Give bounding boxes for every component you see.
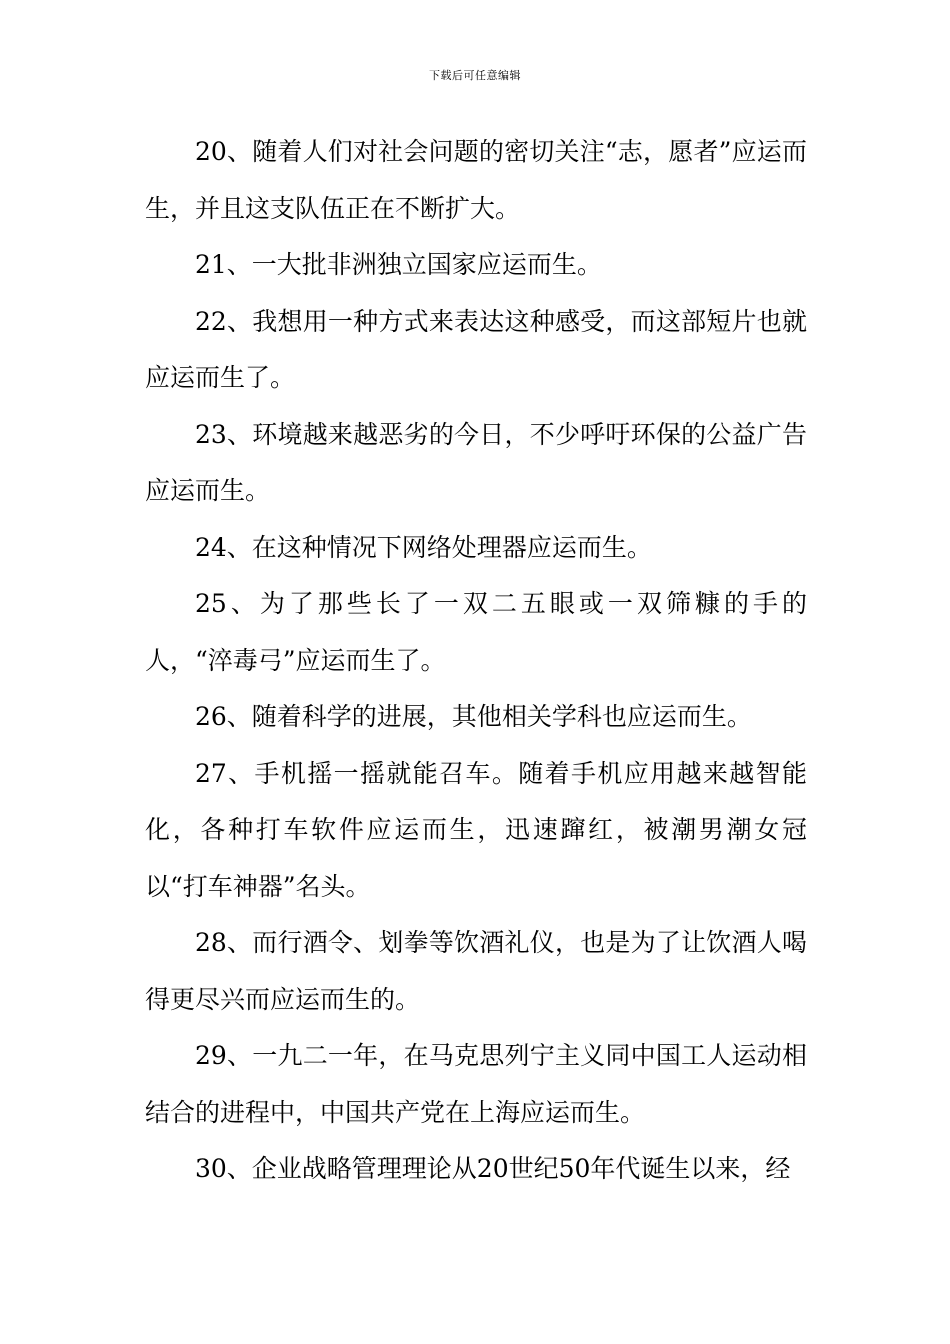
paragraph-29: 29、一九二一年，在马克思列宁主义同中国工人运动相结合的进程中，中国共产党在上海应运而生。 [145, 1041, 807, 1127]
page-header: 下载后可任意编辑 [429, 69, 521, 82]
paragraph-24: 24、在这种情况下网络处理器应运而生。 [195, 532, 652, 562]
paragraph-25: 25、为了那些长了一双二五眼或一双筛糠的手的人，“淬毒弓”应运而生了。 [145, 589, 807, 675]
paragraph-22: 22、我想用一种方式来表达这种感受，而这部短片也就应运而生了。 [145, 306, 807, 392]
paragraph-23: 23、环境越来越恶劣的今日，不少呼吁环保的公益广告应运而生。 [145, 419, 807, 505]
paragraph-28: 28、而行酒令、划拳等饮酒礼仪，也是为了让饮酒人喝得更尽兴而应运而生的。 [145, 928, 807, 1014]
paragraph-30: 30、企业战略管理理论从20世纪50年代诞生以来，经 [195, 1154, 791, 1183]
paragraph-21: 21、一大批非洲独立国家应运而生。 [195, 250, 602, 279]
paragraph-26: 26、随着科学的进展，其他相关学科也应运而生。 [195, 702, 752, 731]
paragraph-20: 20、随着人们对社会问题的密切关注“志，愿者”应运而生，并且这支队伍正在不断扩大。 [145, 137, 808, 223]
document-body [145, 124, 807, 1198]
paragraph-27: 27、手机摇一摇就能召车。随着手机应用越来越智能化，各种打车软件应运而生，迅速蹿红，被潮男潮女冠以“打车神器”名头。 [145, 758, 807, 901]
